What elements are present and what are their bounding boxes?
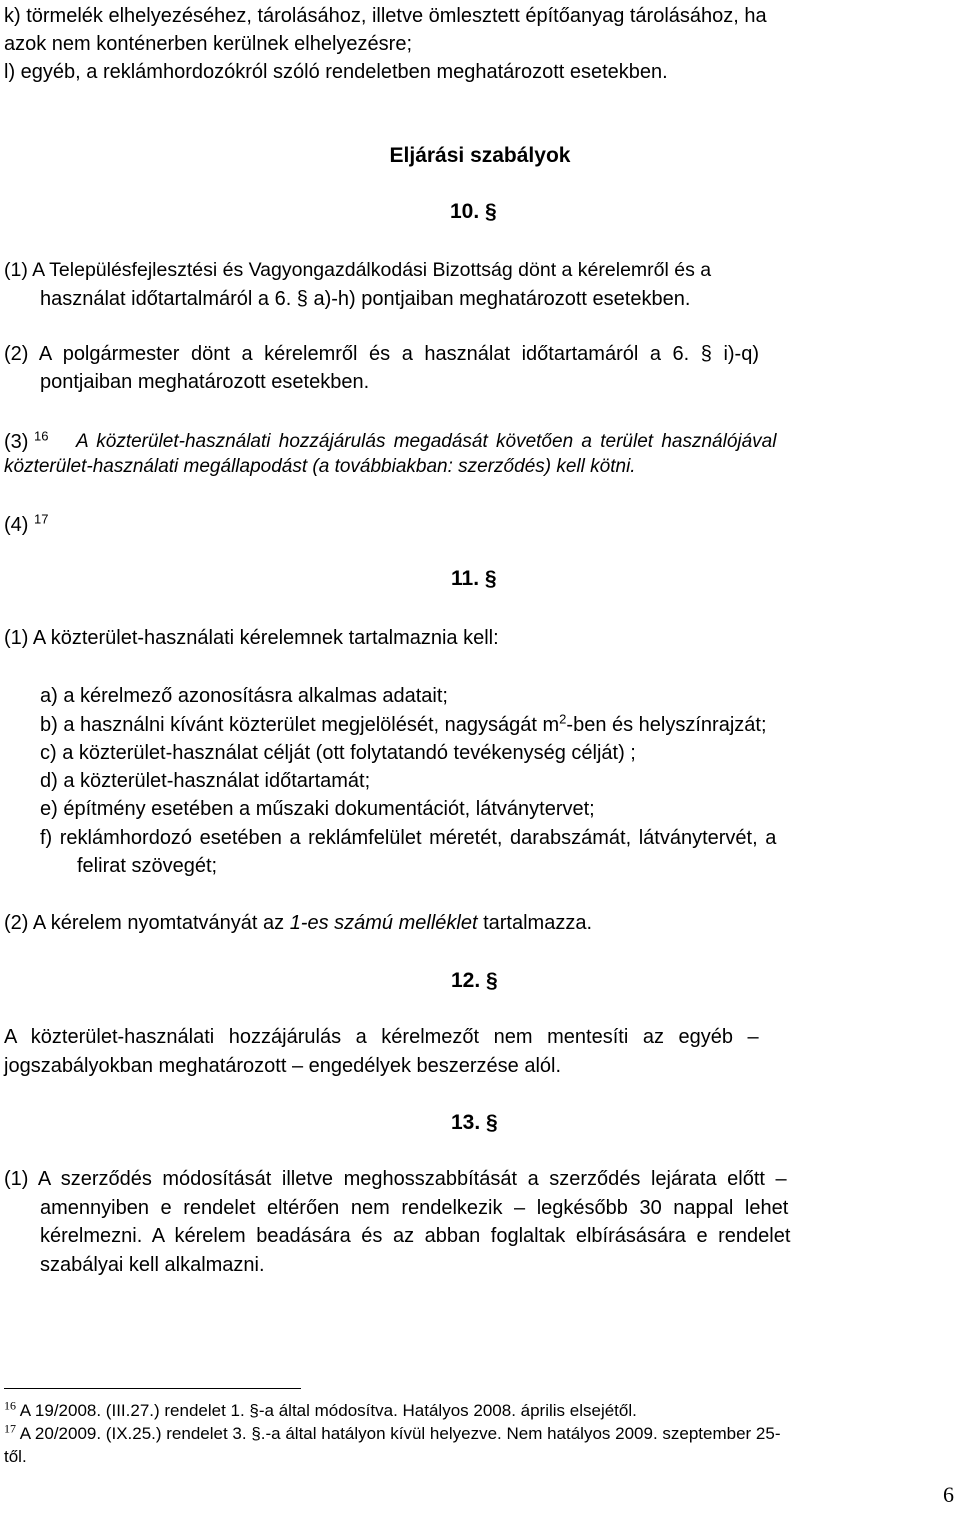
s11-p2 — [4, 911, 592, 935]
s11-p1: (1) A közterület-használati kérelemnek tartalmaznia kell: — [4, 627, 499, 649]
s13-line4: szabályai kell alkalmazni. — [40, 1254, 265, 1276]
s10-p3-number — [4, 430, 48, 454]
s10-p1-line2: használat időtartalmáról a 6. § a)-h) pontjaiban meghatározott esetekben. — [40, 288, 691, 310]
section-13-title: 13. § — [451, 1111, 498, 1134]
s11-item-d: d) a közterület-használat időtartamát; — [40, 770, 371, 792]
s10-p1-line1: (1) A Településfejlesztési és Vagyongazdálkodási Bizottság dönt a kérelemről és a — [4, 259, 712, 281]
item-l: l) egyéb, a reklámhordozókról szóló rendeletben meghatározott esetekben. — [4, 61, 668, 83]
s13-line3: kérelmezni. A kérelem beadására és az abban foglaltak elbírásására e rendelet — [40, 1225, 791, 1247]
s13-line1: (1) A szerződés módosítását illetve meghosszabbítását a szerződés lejárata előtt – — [4, 1168, 787, 1190]
s11-item-a: a) a kérelmező azonosításra alkalmas adatait; — [40, 685, 448, 707]
s12-line2: jogszabályokban meghatározott – engedélyek beszerzése alól. — [4, 1055, 562, 1077]
superscript-2: 2 — [559, 711, 567, 727]
section-12-title: 12. § — [451, 969, 498, 992]
footnote-separator — [4, 1388, 301, 1389]
s11-item-b-text: b) a használni kívánt közterület megjelölését, nagyságát m — [40, 714, 560, 736]
footnote-17-marker: 17 — [4, 1421, 16, 1436]
item-k-line2: azok nem konténerben kerülnek elhelyezésre; — [4, 33, 413, 55]
s11-item-e: e) építmény esetében a műszaki dokumentációt, látványtervet; — [40, 798, 595, 820]
s12-line1: A közterület-használati hozzájárulás a kérelmezőt nem mentesíti az egyéb – — [4, 1026, 759, 1048]
s11-p2-text: (2) A kérelem nyomtatványát az — [4, 912, 290, 934]
s11-item-b — [40, 713, 767, 737]
footnote-ref-16[interactable]: 16 — [34, 428, 49, 444]
footnote-16-marker: 16 — [4, 1398, 16, 1413]
annex-reference: 1-es számú melléklet — [289, 912, 478, 934]
s10-p3-num: (3) — [4, 431, 29, 453]
s10-p2-line2: pontjaiban meghatározott esetekben. — [40, 371, 370, 393]
s10-p4-num: (4) — [4, 514, 29, 536]
s13-line2: amennyiben e rendelet eltérően nem rendelkezik – legkésőbb 30 nappal lehet — [40, 1197, 789, 1219]
section-heading: Eljárási szabályok — [389, 144, 571, 167]
footnote-17 — [4, 1423, 781, 1444]
page-number: 6 — [943, 1482, 954, 1507]
item-k-line1: k) törmelék elhelyezéséhez, tárolásához, illetve ömlesztett építőanyag tárolásához, ha — [4, 5, 767, 27]
footnote-16 — [4, 1400, 637, 1421]
s10-p3-line1: A közterület-használati hozzájárulás megadását követően a terület használójával — [76, 431, 777, 452]
section-11-title: 11. § — [451, 567, 497, 590]
footnote-17-line2: től. — [4, 1447, 27, 1466]
s11-item-b-text-end: -ben és helyszínrajzát; — [566, 714, 767, 736]
footnote-17-text: A 20/2009. (IX.25.) rendelet 3. §.-a által hatályon kívül helyezve. Nem hatályos 2009. szeptember 25- — [16, 1424, 781, 1443]
s11-item-c: c) a közterület-használat célját (ott folytatandó tevékenység célját) ; — [40, 742, 636, 764]
s10-p4 — [4, 513, 48, 537]
s10-p3-line2: közterület-használati megállapodást (a továbbiakban: szerződés) kell kötni. — [4, 456, 636, 477]
footnote-16-text: A 19/2008. (III.27.) rendelet 1. §-a által módosítva. Hatályos 2008. április elsejétől. — [16, 1401, 637, 1420]
footnote-ref-17[interactable]: 17 — [34, 511, 49, 527]
s11-item-f-line1: f) reklámhordozó esetében a reklámfelület méretét, darabszámát, látványtervét, a — [40, 827, 777, 849]
s10-p2-line1: (2) A polgármester dönt a kérelemről és a használat időtartamáról a 6. § i)-q) — [4, 343, 759, 365]
section-10-title: 10. § — [450, 200, 497, 223]
s11-p2-text-end: tartalmazza. — [477, 912, 593, 934]
s11-item-f-line2: felirat szövegét; — [77, 855, 218, 877]
